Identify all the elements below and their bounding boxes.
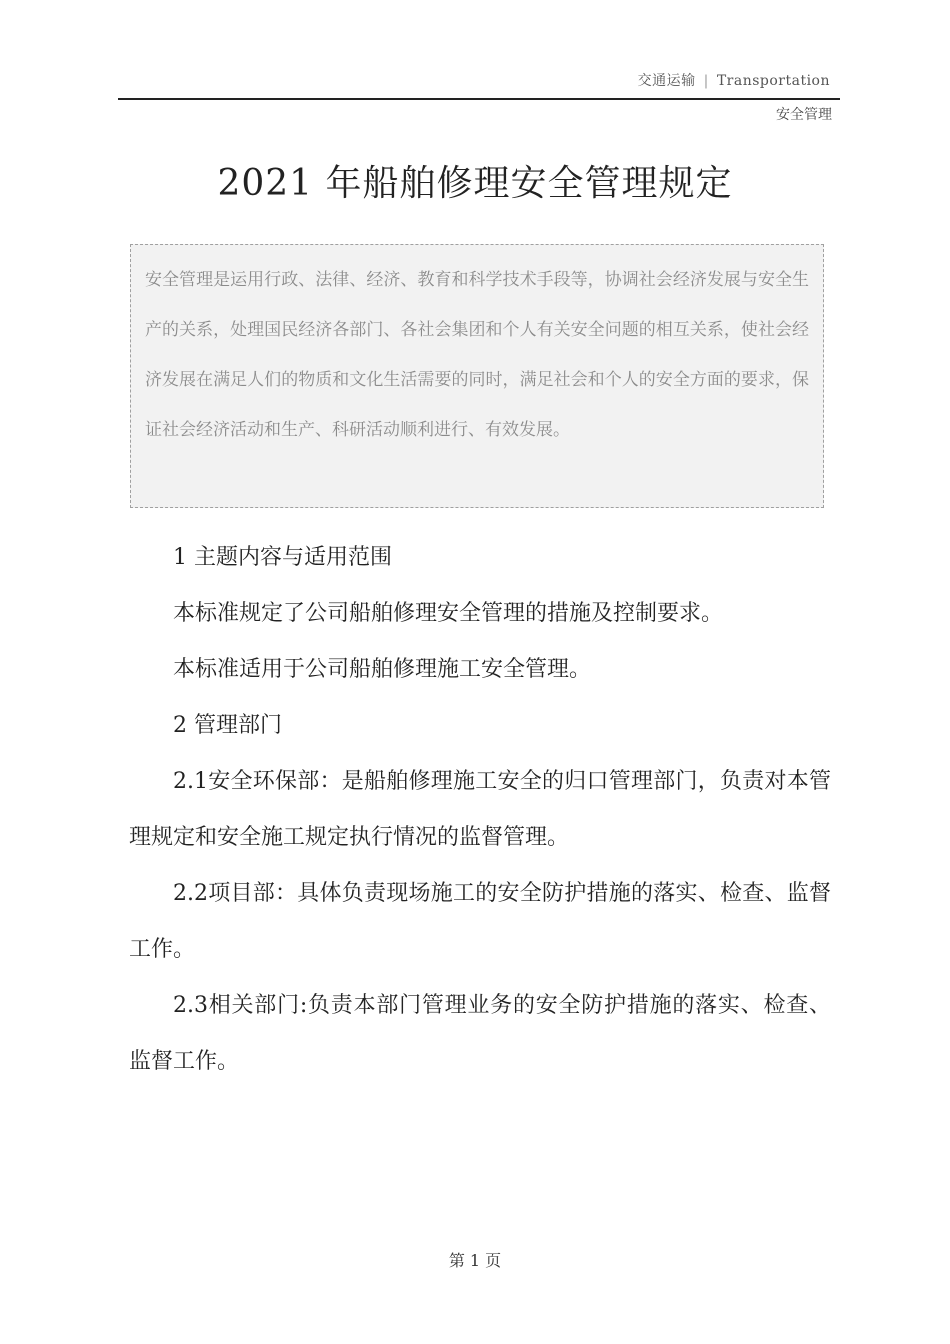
header-category-cn: 交通运输 (637, 73, 696, 89)
paragraph: 本标准规定了公司船舶修理安全管理的措施及控制要求。 (173, 601, 724, 626)
paragraph: 2.1安全环保部：是船舶修理施工安全的归口管理部门，负责对本管理规定和安全施工规定执行情况的监督管理。 (129, 769, 831, 850)
paragraph: 2.3相关部门:负责本部门管理业务的安全防护措施的落实、检查、监督工作。 (129, 993, 831, 1074)
header-rule (118, 98, 840, 100)
document-title: 2021 年船舶修理安全管理规定 (217, 163, 733, 204)
header-category (638, 70, 830, 90)
header-subcategory: 安全管理 (776, 107, 832, 123)
document-body (129, 530, 831, 1090)
abstract-text: 安全管理是运用行政、法律、经济、教育和科学技术手段等，协调社会经济发展与安全生产的关系，处理国民经济各部门、各社会集团和个人有关安全问题的相互关系，使社会经济发展在满足人们的物质和文化生活需要的同时，满足社会和个人的安全方面的要求，保证社会经济活动和生产、科研活动顺利进行、有效发展。 (145, 270, 809, 440)
header-category-en: Transportation (716, 73, 830, 89)
paragraph: 2.2项目部：具体负责现场施工的安全防护措施的落实、检查、监督工作。 (129, 881, 831, 962)
section-heading-2: 2 管理部门 (173, 713, 282, 738)
paragraph: 本标准适用于公司船舶修理施工安全管理。 (173, 657, 592, 682)
page-number: 第 1 页 (448, 1251, 502, 1270)
section-heading-1: 1 主题内容与适用范围 (173, 545, 392, 570)
header-separator: | (703, 73, 709, 89)
abstract-box (130, 244, 824, 508)
